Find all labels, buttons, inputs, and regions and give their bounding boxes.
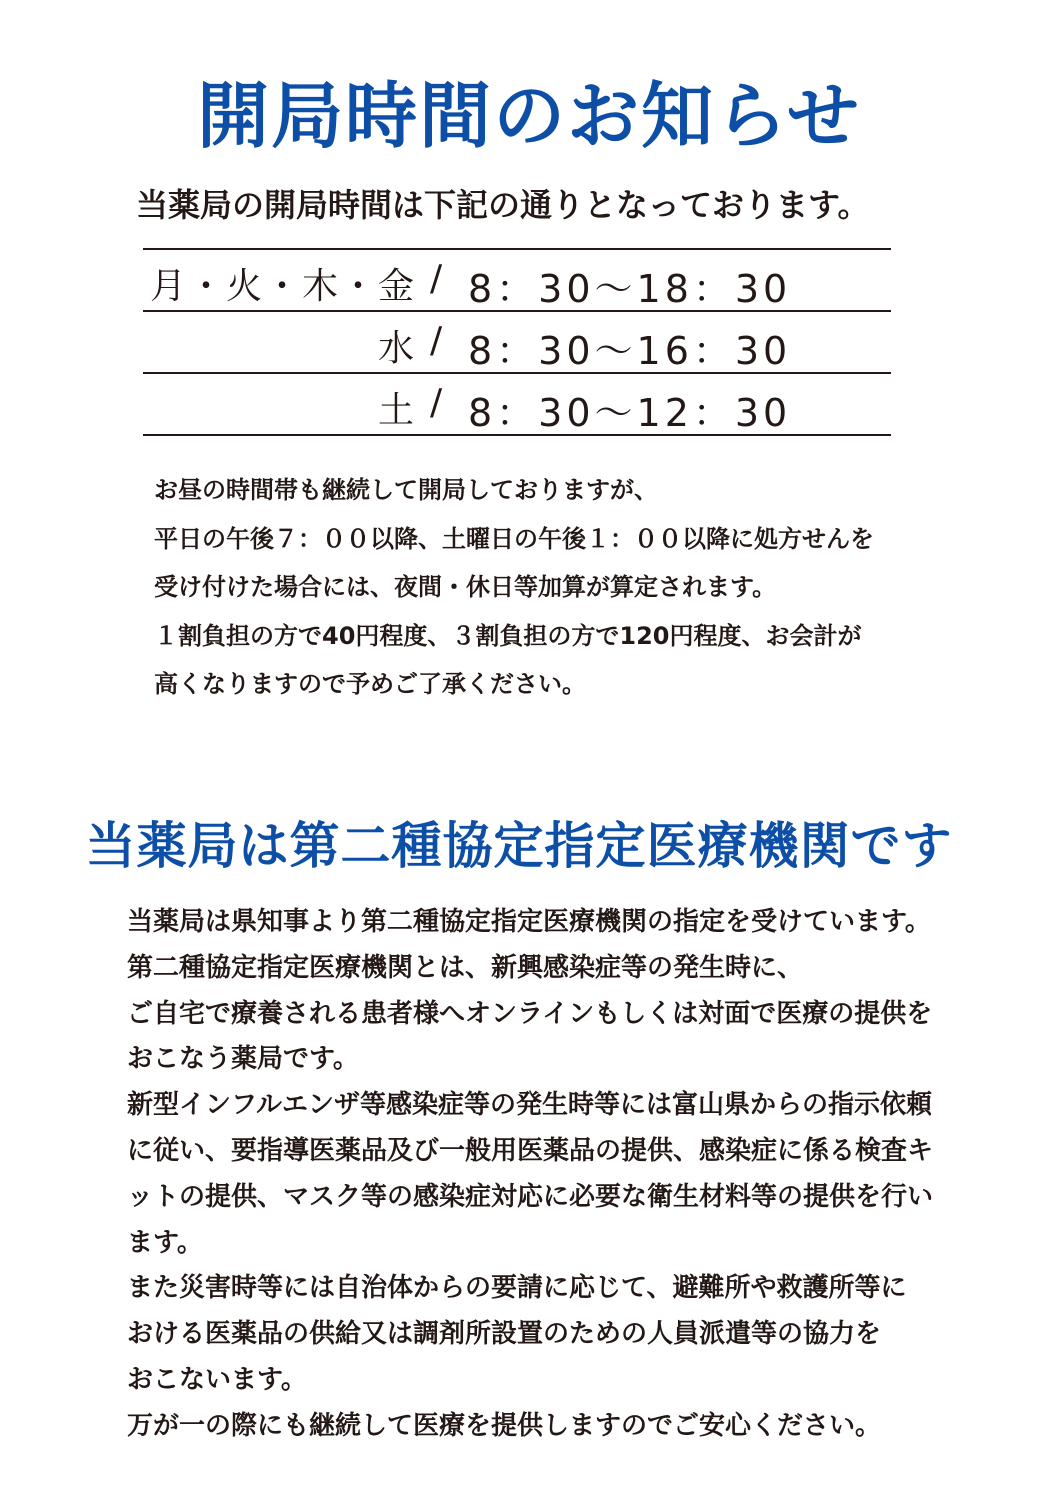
body-line: ます。: [127, 1227, 203, 1258]
note-line: お昼の時間帯も継続して開局しておりますが、: [154, 476, 658, 504]
hours-row: [143, 374, 891, 434]
hours-time: 8：30〜12：30: [468, 391, 792, 435]
hours-days: 土: [377, 390, 416, 431]
notice-title: 開局時間のお知らせ: [197, 74, 861, 158]
body-line: 当薬局は県知事より第二種協定指定医療機関の指定を受けています。: [127, 907, 931, 937]
body-line: おける医薬品の供給又は調剤所設置のための人員派遣等の協力を: [127, 1319, 882, 1350]
body-line: おこなう薬局です。: [127, 1044, 359, 1075]
hours-time: 8：30〜16：30: [468, 329, 792, 373]
notice-intro: 当薬局の開局時間は下記の通りとなっております。: [136, 186, 870, 224]
body-line: 第二種協定指定医療機関とは、新興感染症等の発生時に、: [127, 952, 804, 983]
hours-separator: /: [430, 382, 443, 423]
note-line: 平日の午後７：００以降、土曜日の午後１：００以降に処方せんを: [154, 524, 874, 553]
hours-row: [143, 250, 891, 310]
designation-title: 当薬局は第二種協定指定医療機関です: [85, 817, 953, 875]
hours-table: [143, 248, 891, 436]
designation-body: [127, 900, 947, 1450]
note-line: 高くなりますので予めご了承ください。: [154, 670, 586, 698]
hours-separator: /: [430, 320, 443, 361]
body-line: に従い、要指導医薬品及び一般用医薬品の提供、感染症に係る検査キ: [127, 1135, 934, 1166]
body-line: おこないます。: [127, 1364, 307, 1395]
body-line: また災害時等には自治体からの要請に応じて、避難所や救護所等に: [127, 1273, 907, 1304]
hours-days: 水: [377, 328, 416, 369]
surcharge-note: [154, 466, 914, 709]
note-line: 受け付けた場合には、夜間・休日等加算が算定されます。: [154, 573, 777, 601]
note-line: １割負担の方で40円程度、３割負担の方で120円程度、お会計が: [154, 621, 862, 650]
hours-time: 8：30〜18：30: [468, 267, 792, 311]
body-line: 新型インフルエンザ等感染症等の発生時等には富山県からの指示依頼: [127, 1090, 932, 1121]
hours-days: 月・火・木・金: [149, 266, 416, 307]
body-line: ットの提供、マスク等の感染症対応に必要な衛生材料等の提供を行い: [127, 1181, 934, 1212]
body-line: ご自宅で療養される患者様へオンラインもしくは対面で医療の提供を: [127, 998, 933, 1029]
hours-separator: /: [430, 258, 443, 299]
body-line: 万が一の際にも継続して医療を提供しますのでご安心ください。: [127, 1410, 882, 1441]
hours-row: [143, 312, 891, 372]
